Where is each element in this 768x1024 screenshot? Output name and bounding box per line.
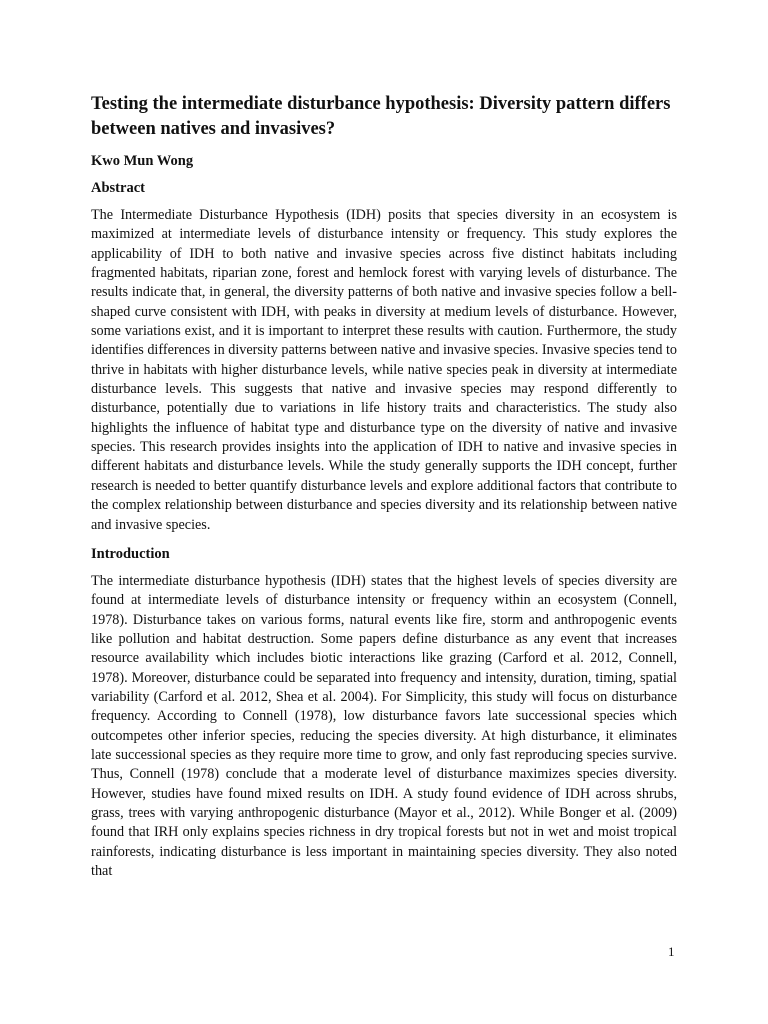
introduction-heading: Introduction	[91, 545, 170, 562]
abstract-heading: Abstract	[91, 180, 145, 196]
paper-title: Testing the intermediate disturbance hypothesis: Diversity pattern differs between natives and invasives?	[91, 94, 671, 139]
abstract-paragraph: The Intermediate Disturbance Hypothesis (IDH) posits that species diversity in an ecosystem is maximized at intermediate levels of disturbance intensity or frequency. This study explores the applicability of IDH to both native and invasive species across five distinct habitats including fragmented habitats, riparian zone, forest and hemlock forest with varying levels of disturbance. The results indicate that, in general, the diversity patterns of both native and invasive species follow a bell-shaped curve consistent with IDH, with peaks in diversity at medium levels of disturbance. However, some variations exist, and it is important to interpret these results with caution. Furthermore, the study identifies differences in diversity patterns between native and invasive species. Invasive species tend to thrive in habitats with higher disturbance levels, while native species peak in diversity at intermediate disturbance levels. This suggests that native and invasive species may respond differently to disturbance, potentially due to variations in life history traits and characteristics. The study also highlights the influence of habitat type and disturbance type on the diversity of native and invasive species. This research provides insights into the application of IDH to native and invasive species in different habitats and disturbance levels. While the study generally supports the IDH concept, further research is needed to better quantify disturbance levels and explore additional factors that contribute to the complex relationship between disturbance and species diversity and its relationship between native and invasive species.	[91, 207, 677, 533]
author-name: Kwo Mun Wong	[91, 153, 194, 169]
page-number: 1	[668, 944, 675, 959]
introduction-paragraph: The intermediate disturbance hypothesis (IDH) states that the highest levels of species diversity are found at intermediate levels of disturbance intensity or frequency within an ecosystem (Connell, 1978). Disturbance takes on various forms, natural events like fire, storm and anthropogenic events like pollution and habitat destruction. Some papers define disturbance as any event that increases resource availability which includes biotic interactions like grazing (Carford et al. 2012, Connell, 1978). Moreover, disturbance could be separated into frequency and intensity, duration, timing, spatial variability (Carford et al. 2012, Shea et al. 2004). For Simplicity, this study will focus on disturbance frequency. According to Connell (1978), low disturbance favors late successional species which outcompetes other inferior species, reducing the species diversity. At high disturbance, it eliminates late successional species as they require more time to grow, and only fast reproducing species survive. Thus, Connell (1978) conclude that a moderate level of disturbance maximizes species diversity. However, studies have found mixed results on IDH. A study found evidence of IDH across shrubs, grass, trees with varying anthropogenic disturbance (Mayor et al., 2012). While Bonger et al. (2009) found that IRH only explains species richness in dry tropical forests but not in wet and moist tropical rainforests, indicating disturbance is less important in maintaining species diversity. They also noted that	[91, 572, 677, 879]
paper-page	[91, 92, 677, 890]
